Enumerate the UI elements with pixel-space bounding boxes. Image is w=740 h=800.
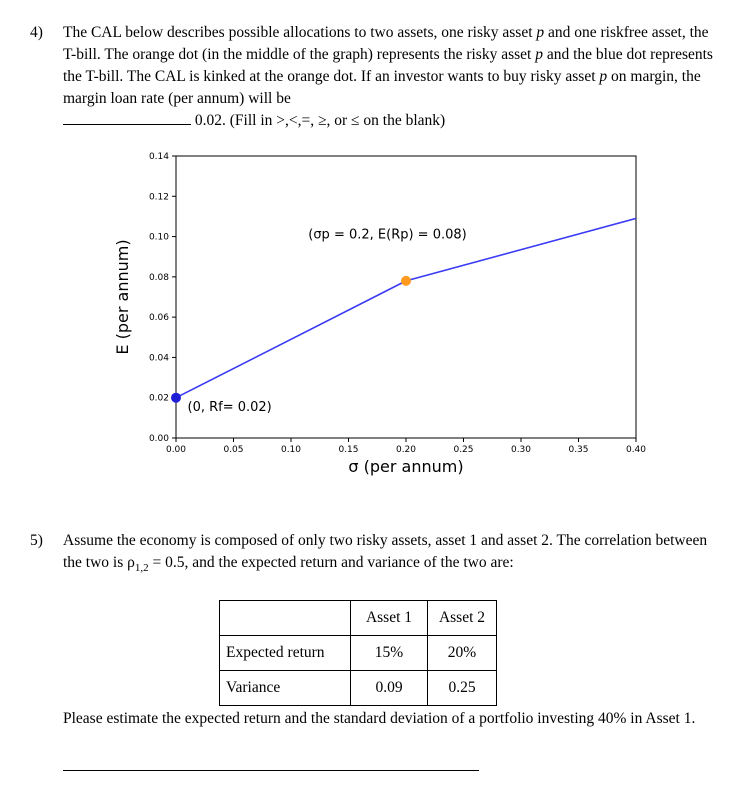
x-tick-label: 0.15 xyxy=(338,445,359,455)
x-tick-label: 0.25 xyxy=(453,445,474,455)
table-row xyxy=(220,671,497,706)
question-4-text: The CAL below describes possible allocations to two assets, one risky asset p and one riskfree asset, the T-bill. The orange dot (in the middle of the graph) represents the risky asset p and the blue dot represents the T-bill. The CAL is kinked at the orange dot. If an investor wants to buy risky asset p on margin, the margin loan rate (per annum) will be 0.02. (Fill in >,<,=, ≥, or ≤ on the blank) xyxy=(63,24,713,129)
y-tick-label: 0.12 xyxy=(148,192,169,203)
table-cell: Variance xyxy=(220,671,351,706)
answer-blank-4[interactable] xyxy=(63,110,191,125)
y-tick-label: 0.08 xyxy=(148,272,169,283)
x-tick-label: 0.10 xyxy=(280,445,302,455)
table-cell xyxy=(220,601,351,636)
y-tick-label: 0.06 xyxy=(148,313,169,324)
asset-table xyxy=(219,600,497,706)
x-tick-label: 0.30 xyxy=(510,445,532,455)
risky-asset-point xyxy=(401,276,411,286)
y-tick-label: 0.02 xyxy=(148,393,169,404)
cal-line xyxy=(176,218,636,397)
question-4 xyxy=(30,22,725,132)
y-tick-label: 0.10 xyxy=(148,232,169,243)
x-axis-label: σ (per annum) xyxy=(348,457,464,476)
plot-frame xyxy=(176,156,636,438)
y-tick-label: 0.14 xyxy=(148,152,169,162)
table-row xyxy=(220,601,497,636)
table-cell: 0.09 xyxy=(351,671,428,706)
x-tick-label: 0.00 xyxy=(165,445,187,455)
table-row xyxy=(220,636,497,671)
y-tick-label: 0.04 xyxy=(148,353,169,364)
table-cell: 0.25 xyxy=(428,671,497,706)
question-4-number: 4) xyxy=(30,24,43,41)
x-tick-label: 0.40 xyxy=(625,445,647,455)
tbill-point xyxy=(171,393,181,403)
question-5-number: 5) xyxy=(30,532,43,549)
question-5 xyxy=(30,530,725,579)
table-cell: 20% xyxy=(428,636,497,671)
table-cell: Expected return xyxy=(220,636,351,671)
question-5-instruction: Please estimate the expected return and the standard deviation of a portfolio investing 40% in Asset 1. xyxy=(63,710,696,727)
x-tick-label: 0.35 xyxy=(568,445,589,455)
question-5-text: Assume the economy is composed of only two risky assets, asset 1 and asset 2. The correlation between the two is $\rho_{1,2} = 0.5$, and the expected return and variance of the two are: xyxy=(63,532,708,575)
answer-line-5[interactable] xyxy=(63,770,479,771)
x-tick-label: 0.05 xyxy=(223,445,244,455)
cal-chart xyxy=(100,148,660,488)
table-header-asset2: Asset 2 xyxy=(428,601,497,636)
table-cell: 15% xyxy=(351,636,428,671)
chart-annotation: (σp = 0.2, E(Rp) = 0.08) xyxy=(308,227,467,243)
y-tick-label: 0.00 xyxy=(148,434,169,444)
chart-annotation: (0, Rf= 0.02) xyxy=(187,399,272,415)
x-tick-label: 0.20 xyxy=(395,445,417,455)
table-header-asset1: Asset 1 xyxy=(351,601,428,636)
y-axis-label: E (per annum) xyxy=(113,239,132,355)
